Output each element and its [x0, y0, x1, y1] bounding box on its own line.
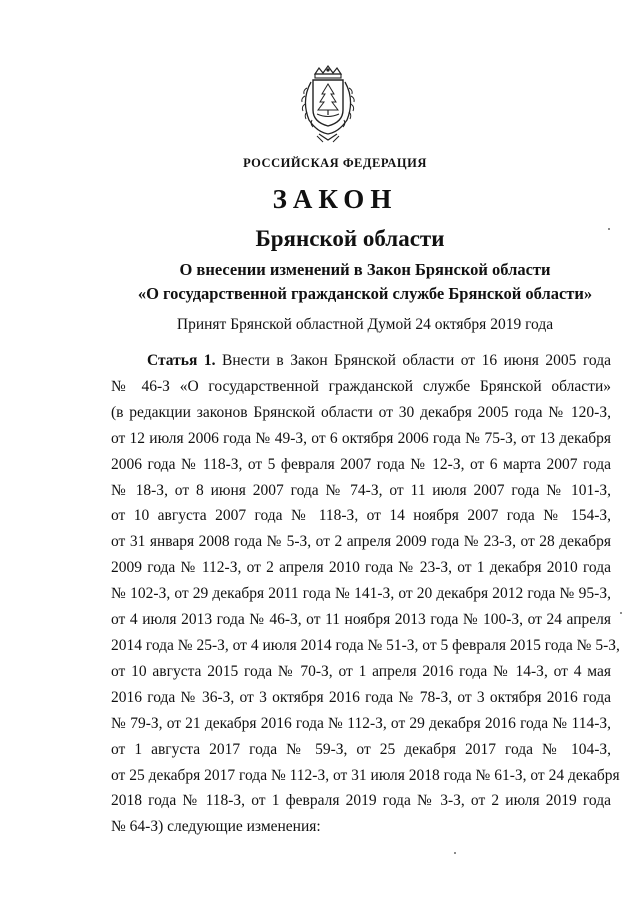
document-type-heading: ЗАКОН [272, 184, 398, 214]
region-heading: Брянской области [255, 226, 445, 251]
article-line: от 10 августа 2015 года № 70-З, от 1 апреля 2016 года № 14-З, от 4 мая [111, 662, 611, 680]
adoption-note: Принят Брянской областной Думой 24 октября 2019 года [176, 316, 554, 333]
article-line: (в редакции законов Брянской области от 30 декабря 2005 года № 120-З, [111, 403, 611, 421]
article-line: от 1 августа 2017 года № 59-З, от 25 декабря 2017 года № 104-З, [111, 740, 611, 758]
article-line [111, 348, 611, 374]
bryansk-coat-of-arms-icon [293, 64, 363, 144]
article-line: № 46-З «О государственной гражданской службе Брянской области» [111, 377, 611, 395]
article-line: № 79-З, от 21 декабря 2016 года № 112-З, от 29 декабря 2016 года № 114-З, [111, 714, 611, 732]
article-line: 2016 года № 36-З, от 3 октября 2016 года № 78-З, от 3 октября 2016 года [111, 688, 611, 706]
scan-speck [608, 228, 610, 230]
article-line: от 25 декабря 2017 года № 112-З, от 31 июля 2018 года № 61-З, от 24 декабря [111, 766, 620, 784]
article-line: 2009 года № 112-З, от 2 апреля 2010 года № 23-З, от 1 декабря 2010 года [111, 559, 611, 577]
scan-speck [454, 852, 456, 854]
article-1-text [111, 348, 620, 840]
country-heading: РОССИЙСКАЯ ФЕДЕРАЦИЯ [243, 156, 427, 170]
article-line: № 18-З, от 8 июня 2007 года № 74-З, от 11 июля 2007 года № 101-З, [111, 481, 611, 499]
subject-line-2: «О государственной гражданской службе Брянской области» [137, 284, 593, 303]
article-line: № 64-З) следующие изменения: [111, 818, 321, 836]
article-line-text: Внести в Закон Брянской области от 16 июня 2005 года [222, 352, 611, 369]
subject-line-1: О внесении изменений в Закон Брянской области [179, 260, 551, 279]
article-line: 2018 года № 118-З, от 1 февраля 2019 года № 3-З, от 2 июля 2019 года [111, 792, 611, 810]
article-line: 2014 года № 25-З, от 4 июля 2014 года № 51-З, от 5 февраля 2015 года № 5-З, [111, 636, 620, 654]
article-label: Статья 1. [147, 352, 216, 369]
article-line: от 12 июля 2006 года № 49-З, от 6 октября 2006 года № 75-З, от 13 декабря [111, 429, 611, 447]
article-line: от 10 августа 2007 года № 118-З, от 14 ноября 2007 года № 154-З, [111, 507, 611, 525]
law-subject-title [0, 258, 640, 306]
article-line: от 4 июля 2013 года № 46-З, от 11 ноября 2013 года № 100-З, от 24 апреля [111, 611, 611, 629]
article-line: № 102-З, от 29 декабря 2011 года № 141-З, от 20 декабря 2012 года № 95-З, [111, 585, 611, 603]
article-line: от 31 января 2008 года № 5-З, от 2 апреля 2009 года № 23-З, от 28 декабря [111, 533, 611, 551]
scan-speck [620, 612, 622, 614]
article-line: 2006 года № 118-З, от 5 февраля 2007 года № 12-З, от 6 марта 2007 года [111, 455, 611, 473]
